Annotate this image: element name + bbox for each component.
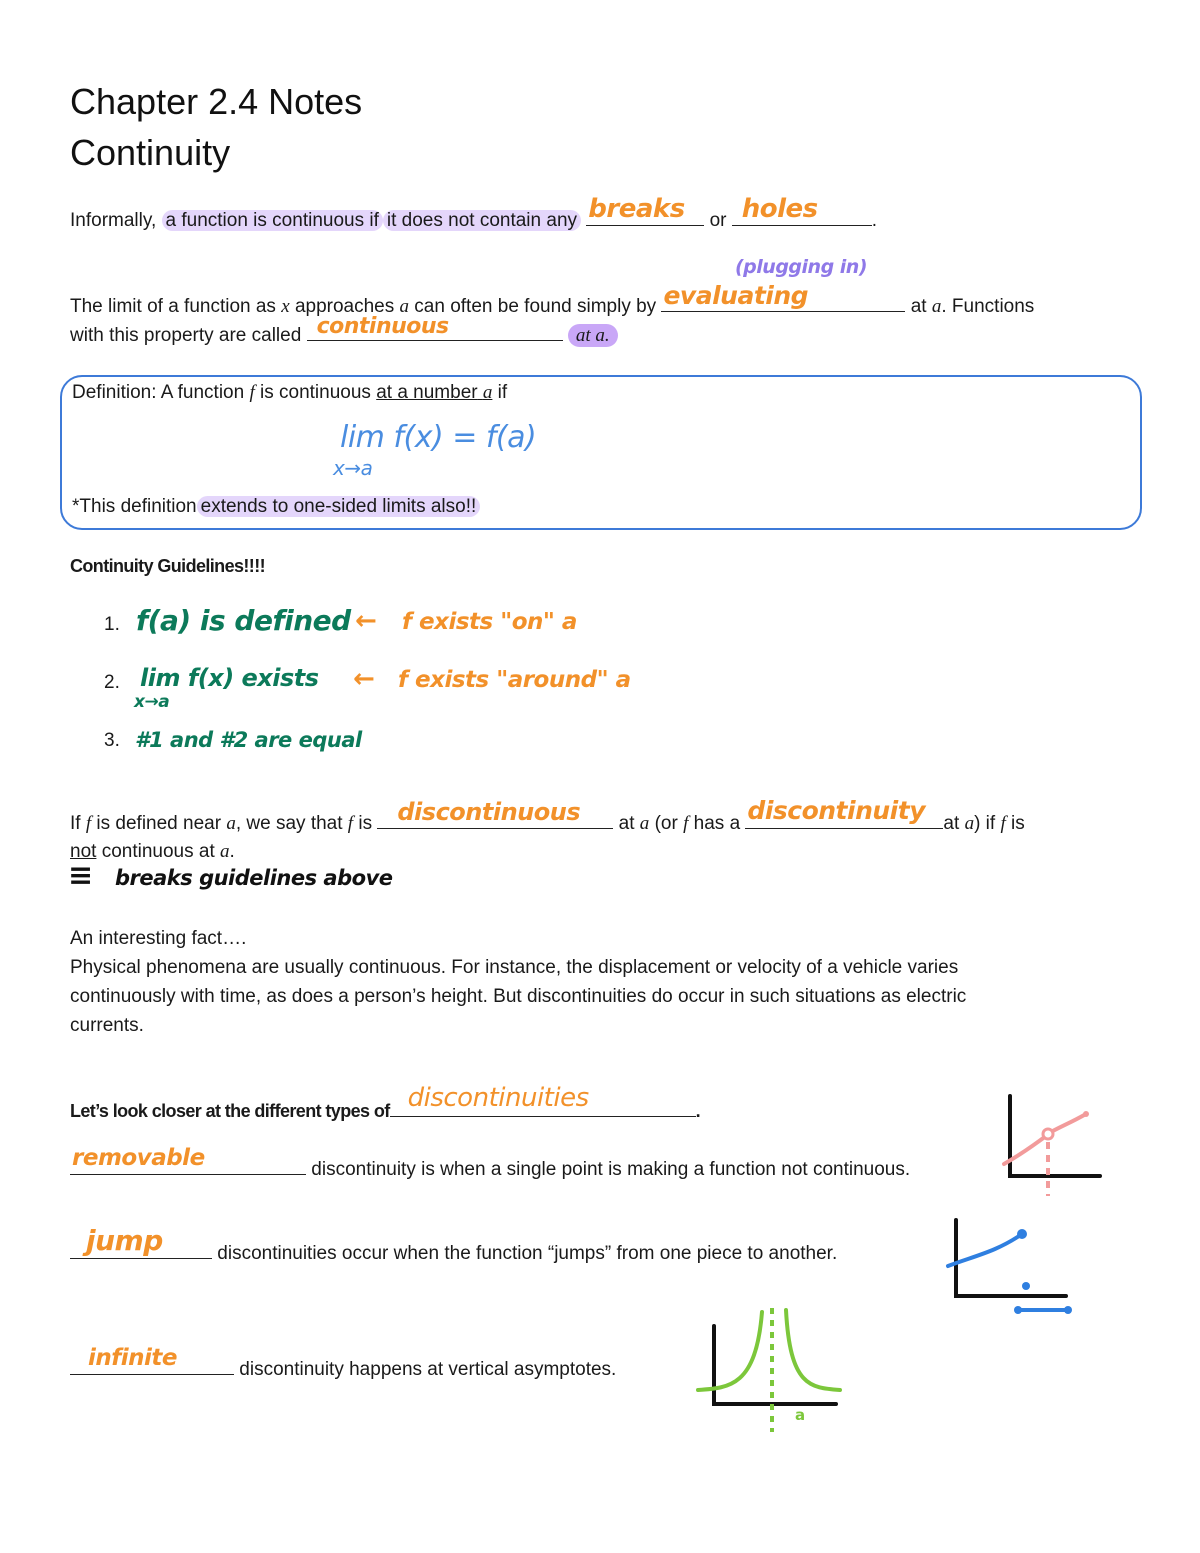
discont-a4: a [220, 841, 230, 862]
informal-highlight-2: it does not contain any [383, 210, 581, 231]
discont-l2b: continuous at [101, 841, 215, 862]
answer-infinite: infinite [88, 1345, 177, 1371]
def-text-4: if [497, 382, 508, 403]
def-var-a: a [482, 382, 493, 403]
removable-graph-sketch [990, 1092, 1110, 1204]
blank-removable [70, 1145, 306, 1175]
infinite-axes [714, 1326, 836, 1404]
definition-note [72, 492, 480, 521]
answer-breaks: breaks [588, 194, 685, 224]
at-a-highlight: at a. [568, 324, 618, 347]
infinite-curve-right [786, 1310, 840, 1390]
discont-t4: is [358, 813, 373, 834]
removable-hole [1043, 1129, 1053, 1139]
limit-text-1: The limit of a function as [70, 296, 276, 317]
discont-not: not [70, 841, 97, 862]
limit-line2-text: with this property are called [70, 325, 302, 346]
discont-f3: f [683, 813, 689, 834]
jump-lower-end [1064, 1306, 1072, 1314]
jump-text: discontinuities occur when the function “jumps” from one piece to another. [217, 1243, 838, 1264]
blank-discontinuous [377, 798, 613, 829]
discont-t1: If [70, 813, 81, 834]
answer-evaluating: evaluating [663, 281, 809, 310]
jump-line [70, 1224, 838, 1268]
removable-line [70, 1145, 911, 1184]
removable-text: discontinuity is when a single point is making a function not continuous. [311, 1159, 911, 1180]
discont-t3: , we say that [235, 813, 343, 834]
discont-t10: is [1011, 813, 1025, 834]
guideline-2-sub: x→a [134, 692, 170, 712]
informal-pre: Informally, [70, 210, 157, 231]
jump-graph-sketch [940, 1212, 1080, 1324]
var-x: x [281, 296, 290, 317]
infinite-line [70, 1345, 617, 1384]
discont-a1: a [226, 813, 236, 834]
guideline-2-main: lim f(x) exists [140, 664, 319, 692]
def-at-a-number: at a number [376, 382, 478, 403]
def-note-highlight: extends to one-sided limits also!! [197, 496, 481, 517]
discont-t6: (or [654, 813, 678, 834]
discont-t8: at [943, 813, 960, 834]
jump-lower-start [1014, 1306, 1022, 1314]
removable-axes [1010, 1096, 1100, 1176]
discont-a3: a [964, 813, 975, 834]
infinite-curve-left [698, 1312, 762, 1390]
informal-sentence [70, 194, 878, 235]
discont-t5: at [618, 813, 635, 834]
answer-removable: removable [72, 1145, 205, 1171]
def-text-1: Definition: A function [72, 382, 245, 403]
fact-line-2: continuously with time, as does a person’s height. But discontinuities do occur in such situations as electric [70, 986, 967, 1007]
infinite-text: discontinuity happens at vertical asymptotes. [239, 1359, 617, 1380]
discont-t7: has a [693, 813, 741, 834]
equivalent-symbol: ≡ [68, 858, 93, 893]
def-note-pre: *This definition [72, 496, 197, 517]
var-a: a [399, 296, 410, 317]
fact-heading: An interesting fact…. [70, 928, 247, 949]
limit-sentence-line2 [70, 314, 618, 350]
answer-discontinuities: discontinuities [407, 1083, 589, 1113]
guideline-2-arrow: ← [353, 664, 375, 694]
types-heading [70, 1083, 701, 1126]
blank-breaks [586, 194, 704, 226]
def-text-2: is continuous [260, 382, 371, 403]
discont-line1 [70, 796, 1025, 838]
guideline-1-arrow: ← [355, 606, 377, 636]
blank-continuous [307, 314, 563, 341]
blank-jump [70, 1224, 212, 1259]
limit-sentence-line1 [70, 281, 1035, 321]
discont-note: breaks guidelines above [115, 866, 393, 890]
guideline-3-main: #1 and #2 are equal [135, 728, 362, 752]
guideline-3-num: 3. [104, 730, 120, 751]
guideline-1-main: f(a) is defined [136, 604, 351, 637]
fact-line-3: currents. [70, 1015, 144, 1036]
discont-l2c: . [229, 841, 235, 862]
answer-discontinuous: discontinuous [397, 798, 581, 826]
informal-or: or [709, 210, 727, 231]
answer-discontinuity: discontinuity [747, 796, 925, 825]
blank-infinite [70, 1345, 234, 1375]
answer-holes: holes [741, 194, 818, 224]
types-heading-end: . [695, 1101, 701, 1121]
limit-text-4: at [910, 296, 927, 317]
discont-f2: f [347, 813, 354, 834]
limit-text-2: approaches [294, 296, 395, 317]
definition-line [72, 378, 507, 407]
informal-highlight-1: a function is continuous if [162, 210, 383, 231]
def-formula-sub: x→a [333, 456, 373, 480]
infinite-graph-sketch [690, 1302, 850, 1438]
infinite-label-a: a [795, 1406, 806, 1424]
jump-point-a [1022, 1282, 1030, 1290]
guideline-1-num: 1. [104, 614, 120, 635]
jump-endpoint [1017, 1229, 1027, 1239]
types-heading-pre: Let’s look closer at the different types of [70, 1101, 390, 1121]
def-var-f: f [249, 382, 255, 403]
jump-curve [948, 1234, 1022, 1266]
def-formula: lim f(x) = f(a) [340, 420, 537, 455]
guidelines-heading: Continuity Guidelines!!!! [70, 556, 265, 576]
guideline-1-note: f exists "on" a [402, 609, 577, 635]
page-title: Chapter 2.4 Notes [70, 81, 363, 122]
discont-t9: ) if [974, 813, 996, 834]
note-plugging-in: (plugging in) [735, 256, 868, 278]
removable-curve-right [1051, 1114, 1086, 1132]
page-subtitle: Continuity [70, 132, 231, 173]
removable-end-point [1083, 1111, 1089, 1117]
discont-a2: a [639, 813, 650, 834]
answer-continuous: continuous [316, 314, 449, 339]
discont-t2: is defined near [96, 813, 222, 834]
blank-holes [732, 194, 872, 226]
discont-f4: f [1000, 813, 1006, 834]
informal-end: . [871, 210, 878, 231]
fact-line-1: Physical phenomena are usually continuous. For instance, the displacement or velocity of a vehicle varies [70, 957, 959, 978]
limit-text-5: . Functions [941, 296, 1035, 317]
guideline-2-num: 2. [104, 672, 120, 693]
blank-evaluating [661, 281, 905, 312]
blank-discontinuities [390, 1083, 696, 1117]
answer-jump: jump [86, 1224, 163, 1257]
limit-text-3: can often be found simply by [414, 296, 657, 317]
var-a-2: a [931, 296, 942, 317]
guideline-2-note: f exists "around" a [398, 667, 631, 693]
blank-discontinuity [745, 796, 943, 829]
def-text-3 [376, 382, 492, 403]
discont-f1: f [85, 813, 92, 834]
discont-line2 [70, 837, 235, 866]
